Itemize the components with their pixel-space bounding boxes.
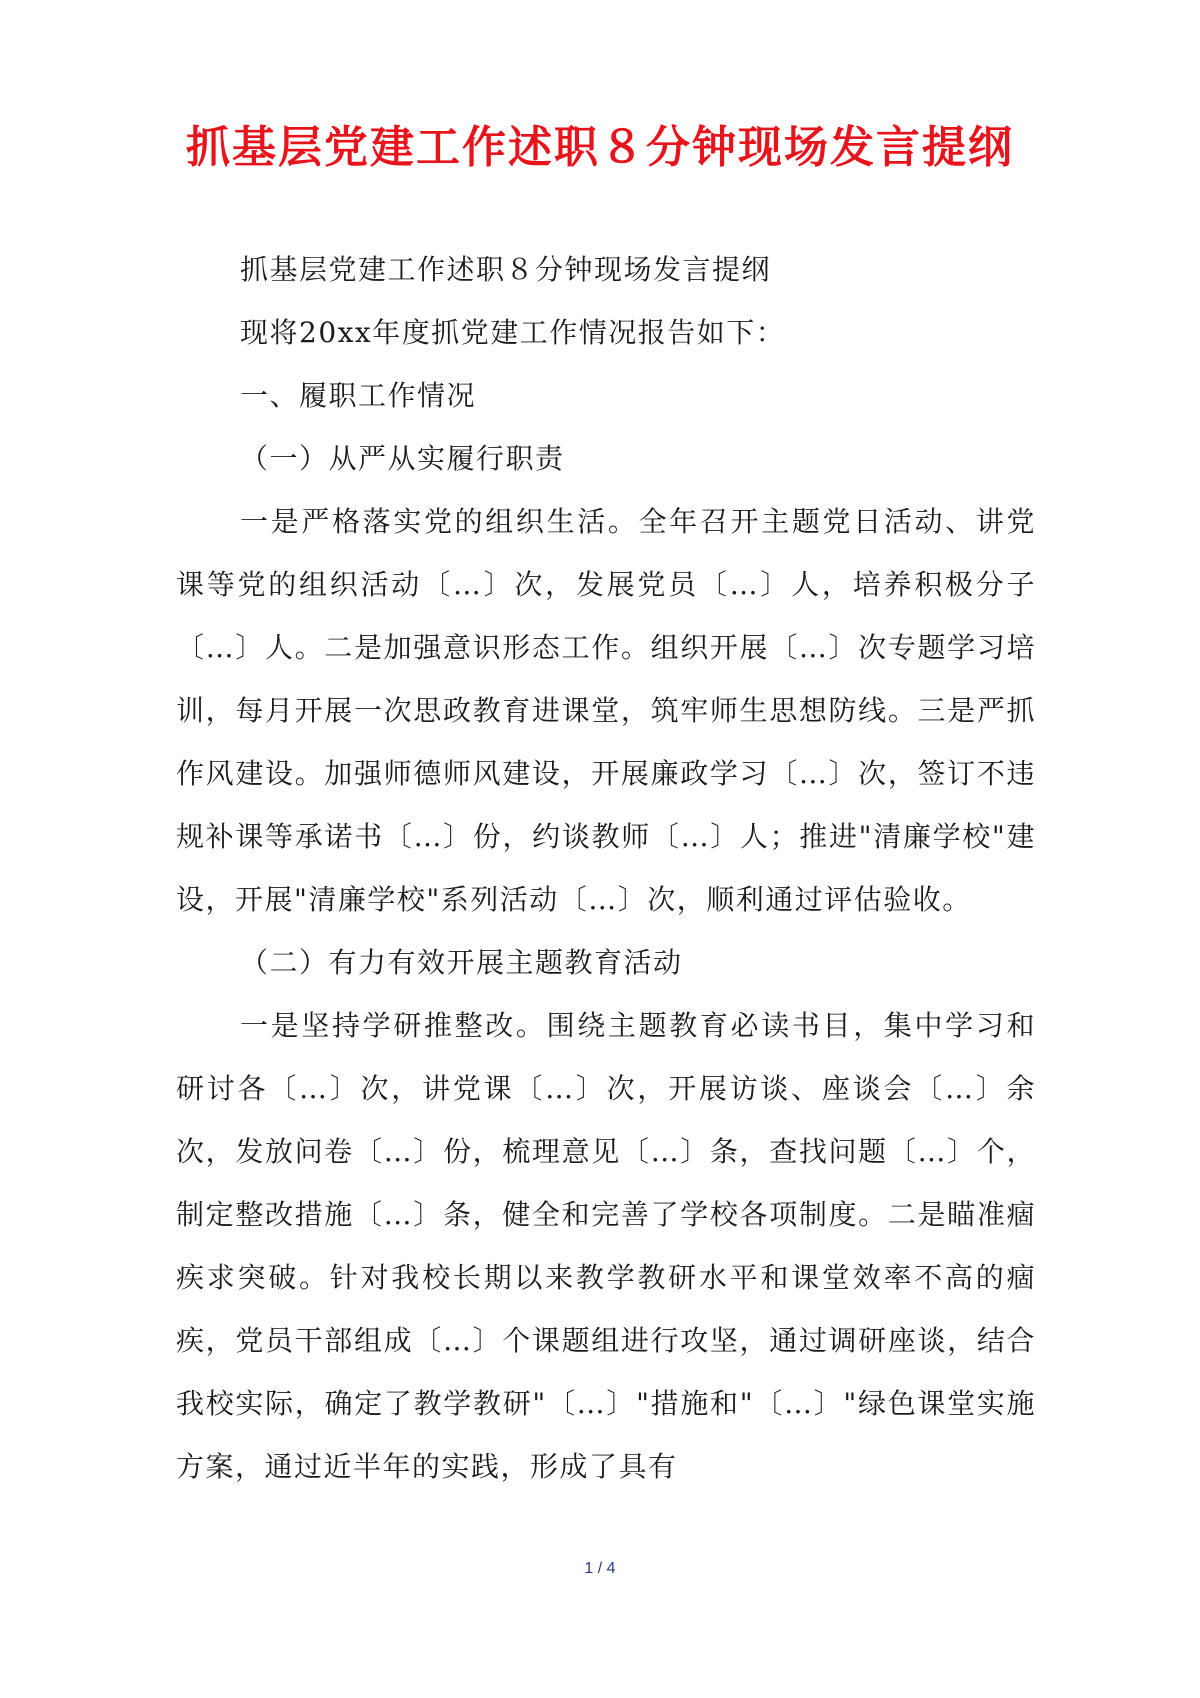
section-heading-1: 一、履职工作情况 [240, 379, 477, 412]
paragraph-intro: 现将20xx年度抓党建工作情况报告如下： [240, 316, 786, 349]
subsection-heading-2: （二）有力有效开展主题教育活动 [240, 946, 683, 979]
paragraph-subtitle: 抓基层党建工作述职８分钟现场发言提纲 [240, 253, 772, 286]
document-title: 抓基层党建工作述职８分钟现场发言提纲 [186, 122, 1014, 173]
subsection-heading-1: （一）从严从实履行职责 [240, 442, 565, 475]
page-number: 1 / 4 [584, 1560, 616, 1577]
paragraph-body-2: 一是坚持学研推整改。围绕主题教育必读书目，集中学习和研讨各〔…〕次，讲党课〔…〕次，开展访谈、座谈会〔…〕余次，发放问卷〔…〕份，梳理意见〔…〕条，查找问题〔…〕个，制定整改措施〔…〕条，健全和完善了学校各项制度。二是瞄准痼疾求突破。针对我校长期以来教学教研水平和课堂效率不高的痼疾，党员干部组成〔…〕个课题组进行攻坚，通过调研座谈，结合我校实际，确定了教学教研"〔…〕"措施和"〔…〕"绿色课堂实施方案，通过近半年的实践，形成了具有 [176, 1009, 1036, 1483]
document-body [176, 238, 1036, 1498]
paragraph-body-1: 一是严格落实党的组织生活。全年召开主题党日活动、讲党课等党的组织活动〔…〕次，发展党员〔…〕人，培养积极分子〔…〕人。二是加强意识形态工作。组织开展〔…〕次专题学习培训，每月开展一次思政教育进课堂，筑牢师生思想防线。三是严抓作风建设。加强师德师风建设，开展廉政学习〔…〕次，签订不违规补课等承诺书〔…〕份，约谈教师〔…〕人；推进"清廉学校"建设，开展"清廉学校"系列活动〔…〕次，顺利通过评估验收。 [176, 505, 1036, 916]
